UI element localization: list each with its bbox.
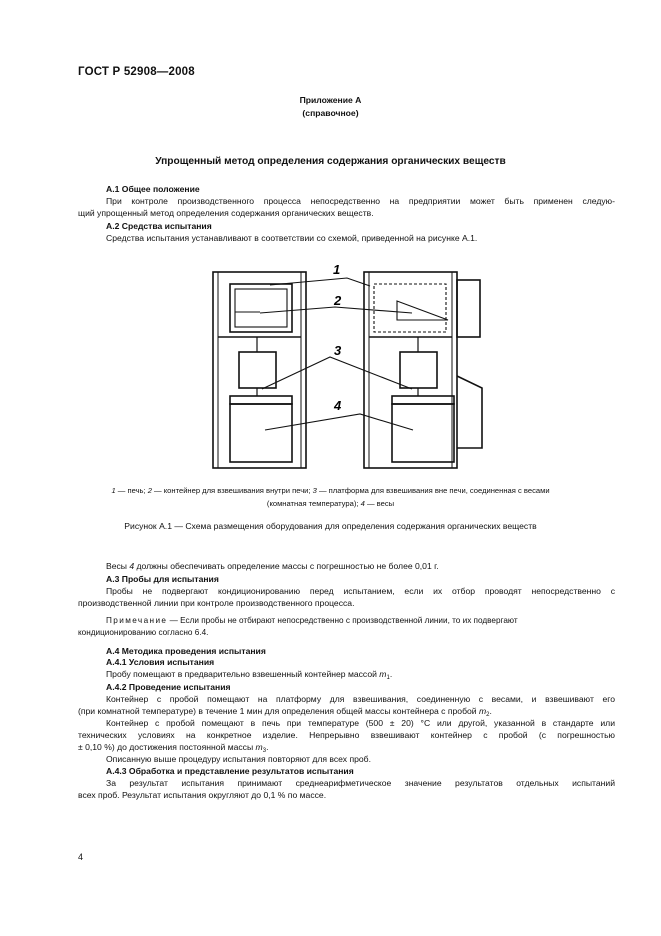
main-title: Упрощенный метод определения содержания органических веществ	[155, 156, 506, 167]
section-a3-line1: Пробы не подвергают кондиционированию перед испытанием, если их отбор проводят непосредственно с	[106, 586, 615, 596]
label-1: 1	[333, 262, 341, 277]
section-a42-p3-line1: Контейнер с пробой помещают в печь при температуре (500 ± 20) °С или другой, указанной в стандарте или	[106, 718, 615, 728]
section-a41-text: Пробу помещают в предварительно взвешенный контейнер массой $m_1$.	[106, 669, 393, 681]
note-line2: кондиционированию согласно 6.4.	[78, 628, 209, 637]
section-a41-heading: А.4.1 Условия испытания	[106, 657, 215, 667]
equipment-diagram	[200, 262, 500, 472]
page-number: 4	[78, 852, 84, 862]
document-header: ГОСТ Р 52908—2008	[78, 66, 195, 78]
section-a43-heading: А.4.3 Обработка и представление результатов испытания	[106, 766, 354, 776]
section-a1-heading: А.1 Общее положение	[106, 184, 200, 194]
annex-title: Приложение А	[299, 95, 362, 105]
section-a2-heading: А.2 Средства испытания	[106, 221, 212, 231]
note-line1: Примечание — Если пробы не отбирают непосредственно с производственной линии, то их подвергают	[106, 616, 518, 625]
section-a4-heading: А.4 Методика проведения испытания	[106, 646, 266, 656]
section-a42-p4: Описанную выше процедуру испытания повторяют для всех проб.	[106, 754, 371, 764]
section-a3-line2: производственной линии при контроле производственного процесса.	[78, 598, 355, 608]
label-4: 4	[334, 398, 342, 413]
label-2: 2	[334, 293, 342, 308]
section-a2-line1: Средства испытания устанавливают в соответствии со схемой, приведенной на рисунке А.1.	[106, 233, 478, 243]
scales-text: Весы 4 должны обеспечивать определение массы с погрешностью не более 0,01 г.	[106, 561, 439, 571]
section-a43-line1: За результат испытания принимают среднеарифметическое значение результатов отдельных испытаний	[106, 778, 615, 788]
section-a1-line1: При контроле производственного процесса непосредственно на предприятии может быть применен следую-	[106, 196, 615, 206]
label-3: 3	[334, 343, 342, 358]
figure-caption: Рисунок А.1 — Схема размещения оборудования для определения содержания органических веществ	[124, 521, 537, 531]
annex-type: (справочное)	[302, 108, 359, 118]
figure-legend-line2: (комнатная температура); 4 — весы	[266, 499, 395, 508]
section-a1-line2: щий упрощенный метод определения содержания органических веществ.	[78, 208, 374, 218]
section-a42-heading: А.4.2 Проведение испытания	[106, 682, 231, 692]
section-a3-heading: А.3 Пробы для испытания	[106, 574, 219, 584]
section-a42-p3-line2: технических условиях на конкретное изделие. Непрерывно взвешивают контейнер с пробой (с погрешностью	[78, 730, 615, 740]
section-a42-p2-line2: (при комнатной температуре) в течение 1 мин для определения общей массы контейнера с пробой $m_2$.	[78, 706, 492, 718]
section-a43-line2: всех проб. Результат испытания округляют до 0,1 % по массе.	[78, 790, 327, 800]
section-a42-p3-line3: ± 0,10 %) до достижения постоянной массы $m_3$.	[78, 742, 269, 754]
section-a42-p2-line1: Контейнер с пробой помещают на платформу для взвешивания, соединенную с весами, и взвешивают его	[106, 694, 615, 704]
figure-legend-line1: 1 — печь; 2 — контейнер для взвешивания внутри печи; 3 — платформа для взвешивания вне печи, соединенная с весами	[111, 486, 550, 495]
